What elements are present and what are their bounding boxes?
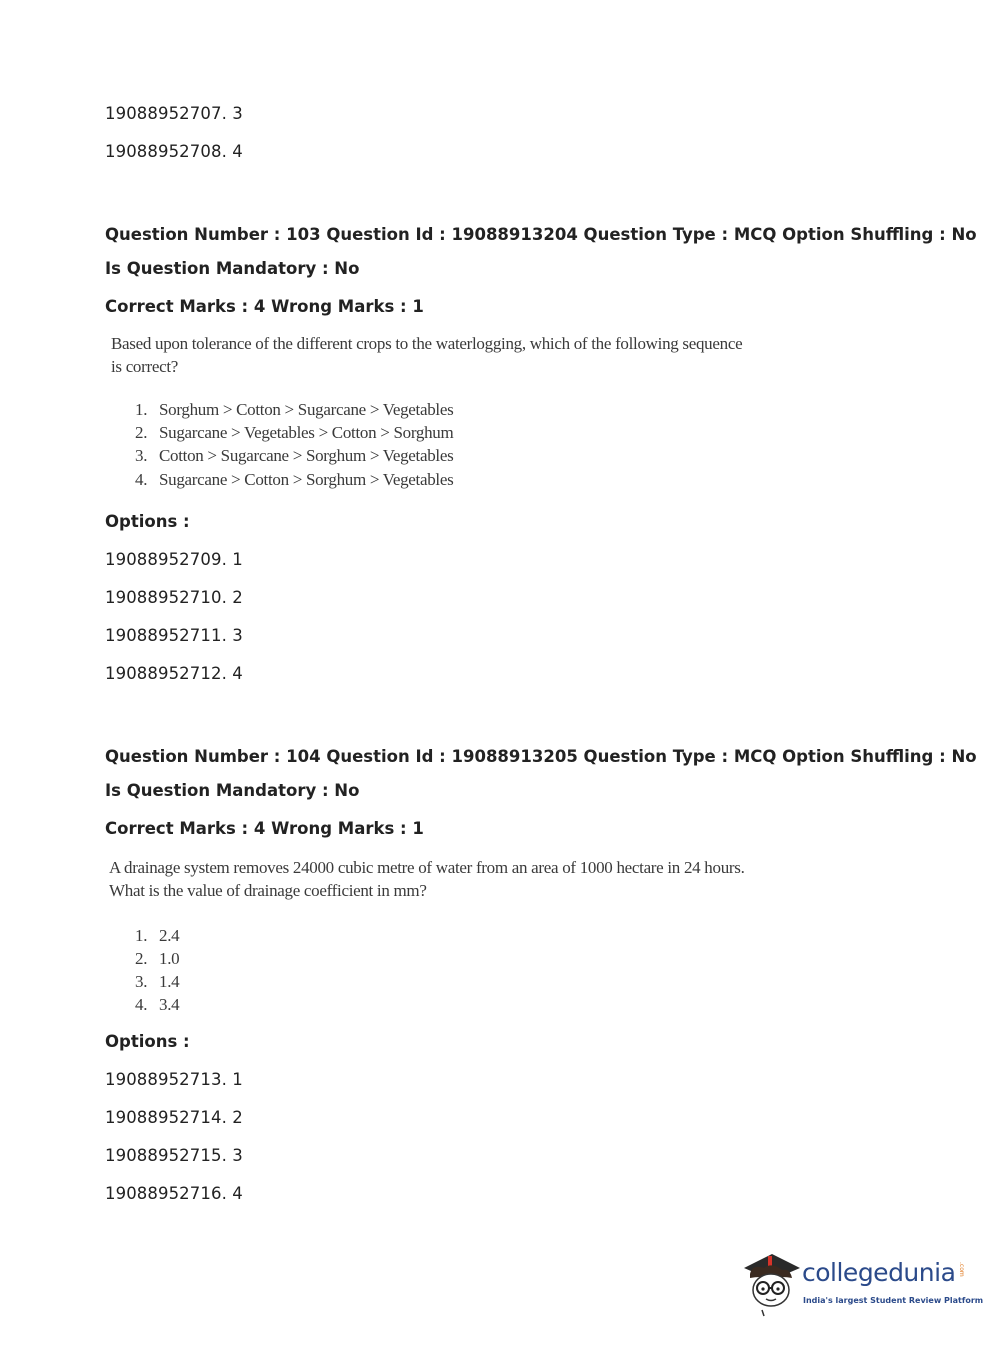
option-line: 19088952708. 4 [105, 142, 243, 161]
choice-item: 4. Sugarcane > Cotton > Sorghum > Vegetables [135, 470, 454, 489]
option-line: 19088952715. 3 [105, 1146, 243, 1165]
question-image [109, 856, 749, 1021]
question-text: Based upon tolerance of the different crops to the waterlogging, which of the following sequence is correct? [111, 334, 743, 376]
options-label: Options : [105, 1032, 190, 1051]
option-line: 19088952711. 3 [105, 626, 243, 645]
option-line: 19088952714. 2 [105, 1108, 243, 1127]
logo-suffix: .com [958, 1262, 965, 1277]
choice-item: 2. 1.0 [135, 949, 180, 968]
choice-item: 4. 3.4 [135, 995, 180, 1014]
marks-line: Correct Marks : 4 Wrong Marks : 1 [105, 819, 424, 838]
question-header: Question Number : 104 Question Id : 19088913205 Question Type : MCQ Option Shuffling : No [105, 747, 977, 766]
logo-name: collegedunia [802, 1258, 956, 1287]
options-label: Options : [105, 512, 190, 531]
mascot-icon [742, 1248, 802, 1318]
question-image [111, 332, 751, 497]
option-line: 19088952712. 4 [105, 664, 243, 683]
mandatory-line: Is Question Mandatory : No [105, 781, 360, 800]
option-line: 19088952709. 1 [105, 550, 243, 569]
choice-item: 1. 2.4 [135, 926, 180, 945]
choice-item: 1. Sorghum > Cotton > Sugarcane > Vegetables [135, 400, 454, 419]
marks-line: Correct Marks : 4 Wrong Marks : 1 [105, 297, 424, 316]
option-line: 19088952710. 2 [105, 588, 243, 607]
option-line: 19088952716. 4 [105, 1184, 243, 1203]
choice-item: 3. 1.4 [135, 972, 180, 991]
question-text: A drainage system removes 24000 cubic metre of water from an area of 1000 hectare in 24 hours. What is the value of drainage coefficient in mm? [109, 858, 745, 900]
logo-tagline: India's largest Student Review Platform [803, 1296, 984, 1305]
choice-item: 2. Sugarcane > Vegetables > Cotton > Sorghum [135, 423, 454, 442]
mandatory-line: Is Question Mandatory : No [105, 259, 360, 278]
option-line: 19088952713. 1 [105, 1070, 243, 1089]
option-line: 19088952707. 3 [105, 104, 243, 123]
choice-item: 3. Cotton > Sugarcane > Sorghum > Vegetables [135, 446, 454, 465]
collegedunia-logo [742, 1248, 984, 1320]
question-header: Question Number : 103 Question Id : 19088913204 Question Type : MCQ Option Shuffling : No [105, 225, 977, 244]
